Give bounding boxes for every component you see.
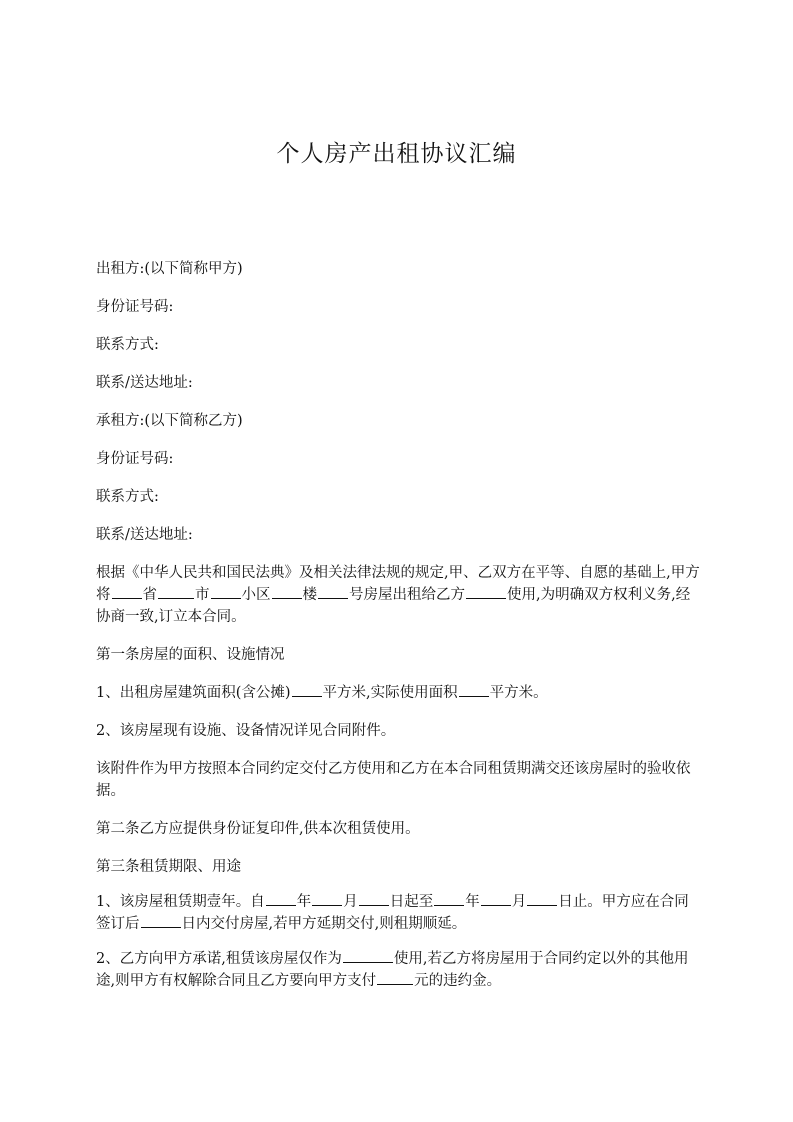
blank-line [272, 584, 302, 599]
article1-item1 [96, 682, 701, 704]
clause-text: 年 [296, 894, 312, 910]
lessee-field: 承租方:(以下简称乙方) [96, 413, 243, 429]
intro-text: 根据《中华人民共和国民法典》及相关法律法规的规定,甲、乙双方在平等、自愿的基础上,甲方将 [96, 565, 700, 603]
intro-text: 楼 [302, 587, 317, 603]
blank-line [141, 913, 181, 928]
clause-text: 1、出租房屋建筑面积(含公摊) [96, 685, 291, 701]
intro-text: 使用,为明确双方权利义务,经协商一致,订立本合同。 [96, 587, 691, 625]
blank-line [112, 584, 142, 599]
blank-line [211, 584, 241, 599]
intro-text: 号房屋出租给乙方 [349, 587, 465, 603]
blank-line [466, 584, 506, 599]
blank-line [158, 584, 194, 599]
blank-line [527, 891, 557, 906]
clause-text: 日内交付房屋,若甲方延期交付,则租期顺延。 [181, 916, 467, 932]
clause-text: 平方米,实际使用面积 [322, 685, 458, 701]
clause-text: 年 [465, 894, 480, 910]
intro-text: 小区 [241, 587, 271, 603]
blank-line [312, 891, 342, 906]
article2-text: 第二条乙方应提供身份证复印件,供本次租赁使用。 [96, 821, 420, 837]
blank-line [266, 891, 296, 906]
lessor-contact-field: 联系方式: [96, 337, 159, 353]
clause-text: 元的违约金。 [414, 973, 502, 989]
clause-text: 日起至 [389, 894, 434, 910]
article1-note: 该附件作为甲方按照本合同约定交付乙方使用和乙方在本合同租赁期满交还该房屋时的验收依据。 [96, 761, 691, 799]
blank-line [481, 891, 511, 906]
document-body [96, 258, 701, 1005]
lessee-id-field: 身份证号码: [96, 451, 174, 467]
lessee-address-field: 联系/送达地址: [96, 527, 193, 543]
blank-line [292, 682, 322, 697]
clause-text: 使用,若乙方将房屋用于合同约定以外的其他用途,则甲方有权解除合同且乙方要向甲方支付 [96, 951, 689, 989]
clause-text: 月 [511, 894, 527, 910]
blank-line [343, 948, 393, 963]
clause-text: 日止。甲方应在合同签订后 [96, 894, 689, 932]
article3-item2 [96, 948, 701, 992]
article3-item1 [96, 891, 701, 935]
article3-heading: 第三条租赁期限、用途 [96, 859, 241, 875]
document-title: 个人房产出租协议汇编 [276, 141, 517, 167]
clause-text: 1、该房屋租赁期壹年。自 [96, 894, 265, 910]
lessee-contact-field: 联系方式: [96, 489, 159, 505]
intro-text: 市 [195, 587, 210, 603]
article1-heading: 第一条房屋的面积、设施情况 [96, 647, 285, 663]
blank-line [459, 682, 489, 697]
intro-text: 省 [142, 587, 157, 603]
lessor-field: 出租方:(以下简称甲方) [96, 261, 243, 277]
blank-line [377, 970, 413, 985]
clause-text: 2、乙方向甲方承诺,租赁该房屋仅作为 [96, 951, 342, 967]
blank-line [359, 891, 389, 906]
article1-item2: 2、该房屋现有设施、设备情况详见合同附件。 [96, 723, 396, 739]
lessor-address-field: 联系/送达地址: [96, 375, 193, 391]
blank-line [434, 891, 464, 906]
lessor-id-field: 身份证号码: [96, 299, 174, 315]
clause-text: 平方米。 [489, 685, 548, 701]
blank-line [318, 584, 348, 599]
clause-text: 月 [343, 894, 358, 910]
intro-paragraph [96, 562, 701, 628]
